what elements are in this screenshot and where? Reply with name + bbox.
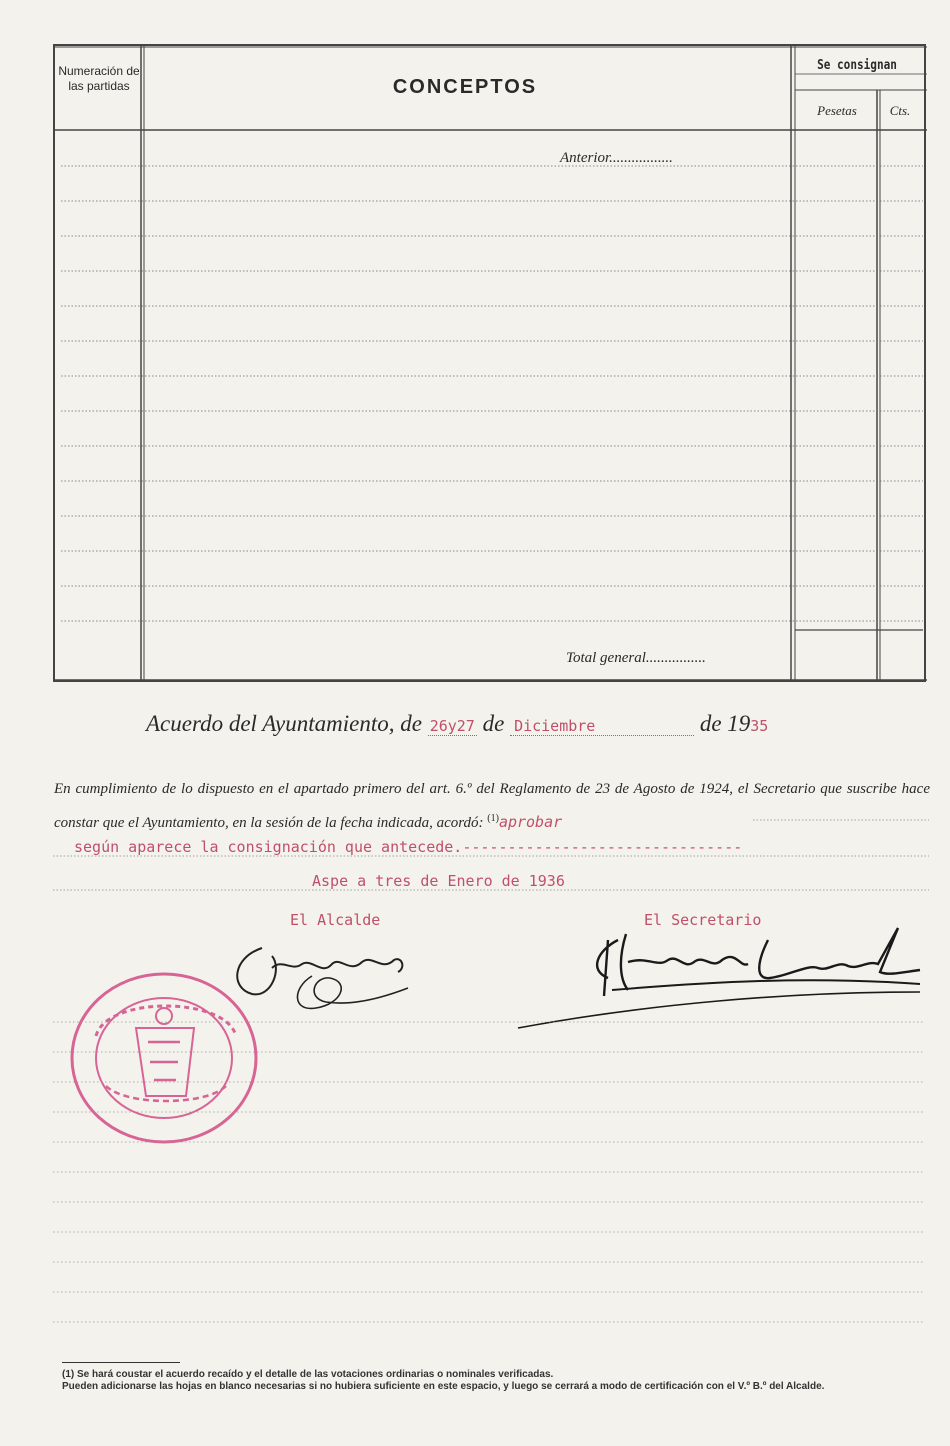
- acuerdo-year-suffix: 35: [750, 717, 769, 735]
- typed-segun: según aparece la consignación que antecede.-------------------------------: [74, 838, 743, 856]
- typed-aprobar: aprobar: [498, 813, 563, 831]
- header-numeracion: Numeración de las partidas: [58, 64, 140, 93]
- paragraph-rules: [53, 812, 933, 912]
- footnote-rule: [62, 1362, 180, 1363]
- row-anterior: Anterior.................: [560, 150, 673, 166]
- footnote-line-1: (1) Se hará coustar el acuerdo recaído y el detalle de las votaciones ordinarias o nominales verificadas.: [62, 1369, 554, 1380]
- ledger-grid: [53, 44, 927, 684]
- header-pesetas: Pesetas: [817, 103, 857, 118]
- acuerdo-de: de: [482, 711, 505, 736]
- header-cts: Cts.: [889, 103, 911, 118]
- row-total-general: Total general................: [566, 650, 706, 666]
- note-mark: (1): [487, 813, 499, 824]
- ledger-table: [53, 44, 927, 684]
- header-conceptos: CONCEPTOS: [392, 76, 538, 98]
- acuerdo-year-prefix: de 19: [699, 711, 751, 736]
- header-se-consignan: Se consignan: [817, 58, 897, 73]
- acuerdo-prefix: Acuerdo del Ayuntamiento, de: [146, 711, 422, 736]
- typed-aspe: Aspe a tres de Enero de 1936: [312, 872, 565, 890]
- footnote: [62, 1369, 942, 1393]
- blank-ruled-lines: [53, 1008, 923, 1338]
- acuerdo-day: 26y27: [429, 717, 475, 735]
- footnote-line-2: Pueden adicionarse las hojas en blanco necesarias si no hubiera suficiente en este espacio, y luego se cerrará a modo de certificación con el V.º B.º del Alcalde.: [62, 1381, 825, 1392]
- paragraph-text: En cumplimiento de lo dispuesto en el apartado primero del art. 6.º del Reglamento de 23 de Agosto de 1924, el Secretario que suscribe hace constar que el Ayuntamiento, en la sesión de la fecha indicada, acordó:: [54, 781, 930, 831]
- acuerdo-line: [146, 711, 768, 737]
- acuerdo-month: Diciembre: [510, 717, 694, 736]
- secretario-label: El Secretario: [644, 911, 762, 929]
- alcalde-label: El Alcalde: [290, 911, 381, 929]
